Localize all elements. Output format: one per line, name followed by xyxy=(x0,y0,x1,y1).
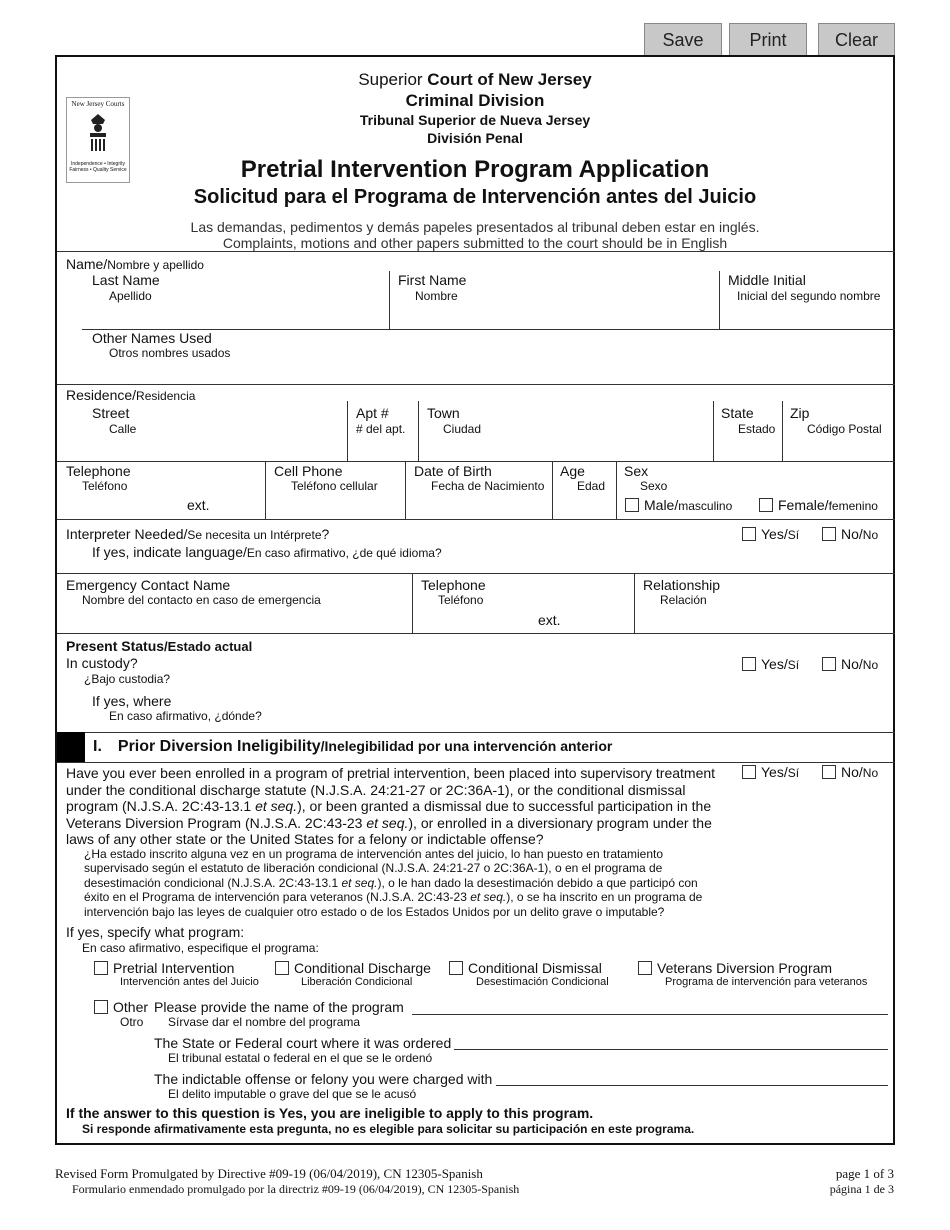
custody-yes[interactable]: Yes/Sí xyxy=(742,656,799,672)
program-conditional-dismissal[interactable]: Conditional Dismissal xyxy=(449,960,602,976)
prior-no-checkbox[interactable] xyxy=(822,765,836,779)
pretrial-checkbox[interactable] xyxy=(94,961,108,975)
male-option[interactable]: Male/masculino xyxy=(625,497,732,513)
telephone-label-es: Teléfono xyxy=(82,479,128,493)
logo-motto-2: Fairness • Quality Service xyxy=(69,167,127,173)
save-button[interactable]: Save xyxy=(644,23,722,57)
logo-top-text: New Jersey Courts xyxy=(71,100,125,108)
other-names-label: Other Names Used xyxy=(92,330,212,346)
in-custody-label-es: ¿Bajo custodia? xyxy=(84,672,171,686)
apt-label-es: # del apt. xyxy=(356,422,406,436)
sex-label: Sex xyxy=(624,463,649,479)
conditional-discharge-checkbox[interactable] xyxy=(275,961,289,975)
notice-es: Las demandas, pedimentos y demás papeles presentados al tribunal deben estar en inglés. xyxy=(190,219,760,235)
prior-diversion-question: Have you ever been enrolled in a program of pretrial intervention, been placed into supervisory treatment under the conditional discharge statute (N.J.S.A. 24:21-27 or 2C:36A-1), or the conditional dismissal program (N.J.S.A. 2C:43-13.1 et seq.), or been granted a dismissal due to successful participation in the Veterans Diversion Program (N.J.S.A. 2C:43-23 et seq.), or enrolled in a diversionary program under the laws of any other state or the United States for a felony or indictable offense? xyxy=(66,765,716,847)
emergency-name-label-es: Nombre del contacto en caso de emergencia xyxy=(82,593,321,607)
telephone-label: Telephone xyxy=(66,463,131,479)
age-label-es: Edad xyxy=(577,479,606,493)
interpreter-yes-checkbox[interactable] xyxy=(742,527,756,541)
custody-where-label: If yes, where xyxy=(92,693,172,709)
program-name-label: Please provide the name of the program xyxy=(154,999,404,1015)
female-checkbox[interactable] xyxy=(759,498,773,512)
program-name-input[interactable] xyxy=(412,1014,888,1015)
program-veterans-es: Programa de intervención para veteranos xyxy=(665,976,868,988)
logo-motto-1: Independence • Integrity xyxy=(70,161,125,167)
program-conditional-dismissal-es: Desestimación Condicional xyxy=(476,976,609,988)
division-title: Criminal Division xyxy=(405,91,545,110)
veterans-checkbox[interactable] xyxy=(638,961,652,975)
middle-initial-label-es: Inicial del segundo nombre xyxy=(737,289,881,303)
interpreter-language: If yes, indicate language/En caso afirmativo, ¿de qué idioma? xyxy=(92,544,442,560)
court-ordered-label-es: El tribunal estatal o federal en el que se le ordenó xyxy=(168,1051,433,1065)
conditional-dismissal-checkbox[interactable] xyxy=(449,961,463,975)
program-other-es: Otro xyxy=(120,1015,144,1029)
section-1-title: I. Prior Diversion Ineligibility/Inelegibilidad por una intervención anterior xyxy=(93,738,613,755)
present-status-title: Present Status/Estado actual xyxy=(66,638,253,654)
town-label-es: Ciudad xyxy=(443,422,482,436)
last-name-label-es: Apellido xyxy=(109,289,152,303)
footer-form-info-es: Formulario enmendado promulgado por la directriz #09-19 (06/04/2019), CN 12305-Spanish xyxy=(72,1182,520,1196)
custody-yes-checkbox[interactable] xyxy=(742,657,756,671)
specify-program-label: If yes, specify what program: xyxy=(66,924,245,940)
form-page xyxy=(55,55,895,1145)
interpreter-question: Interpreter Needed/Se necesita un Intérprete? xyxy=(66,526,330,542)
offense-input[interactable] xyxy=(496,1085,888,1086)
sex-label-es: Sexo xyxy=(640,479,668,493)
custody-where-label-es: En caso afirmativo, ¿dónde? xyxy=(109,709,262,723)
program-name-label-es: Sírvase dar el nombre del programa xyxy=(168,1015,361,1029)
page-title-es: Solicitud para el Programa de Intervención antes del Juicio xyxy=(193,186,757,208)
prior-yes-checkbox[interactable] xyxy=(742,765,756,779)
footer-form-info: Revised Form Promulgated by Directive #09-19 (06/04/2019), CN 12305-Spanish xyxy=(55,1166,483,1181)
program-conditional-discharge-es: Liberación Condicional xyxy=(301,976,413,988)
prior-diversion-question-es: ¿Ha estado inscrito alguna vez en un programa de intervención antes del juicio, lo han puesto en tratamiento supervisado según el estatuto de liberación condicional (N.J.S.A. 24:21-27 o 2C:36A-1), o en el programa de desestimación condicional (N.J.S.A. 2C:43-13.1 et seq.), o le han dado la desestimación debido a que participó con éxito en el Programa de intervención para veteranos (N.J.S.A. 2C:43-23 et seq.), o se ha inscrito en un programa de intervención bajo las leyes de cualquier otro estado o de los Estados Unidos por un delito grave o imputable? xyxy=(84,847,703,919)
interpreter-yes[interactable]: Yes/Sí xyxy=(742,526,799,542)
program-pretrial-es: Intervención antes del Juicio xyxy=(120,976,259,988)
zip-label-es: Código Postal xyxy=(807,422,882,436)
town-label: Town xyxy=(427,405,460,421)
section-marker xyxy=(57,732,85,762)
emergency-telephone-label: Telephone xyxy=(421,577,486,593)
ineligibility-warning-es: Si responde afirmativamente esta pregunta, no es elegible para solicitar su participación en este programa. xyxy=(82,1122,695,1136)
residence-label: Residence/Residencia xyxy=(66,387,196,403)
zip-label: Zip xyxy=(790,405,810,421)
street-label: Street xyxy=(92,405,130,421)
program-veterans[interactable]: Veterans Diversion Program xyxy=(638,960,832,976)
page-number: page 1 of 3 xyxy=(835,1166,894,1181)
emergency-name-label: Emergency Contact Name xyxy=(66,577,231,593)
division-title-es: División Penal xyxy=(427,130,523,146)
court-ordered-label: The State or Federal court where it was ordered xyxy=(154,1035,452,1051)
male-checkbox[interactable] xyxy=(625,498,639,512)
street-label-es: Calle xyxy=(109,422,137,436)
first-name-label-es: Nombre xyxy=(415,289,458,303)
state-label: State xyxy=(721,405,754,421)
age-label: Age xyxy=(560,463,585,479)
female-option[interactable]: Female/femenino xyxy=(759,497,878,513)
in-custody-label: In custody? xyxy=(66,655,138,671)
ineligibility-warning: If the answer to this question is Yes, you are ineligible to apply to this program. xyxy=(66,1105,594,1121)
interpreter-no[interactable]: No/No xyxy=(822,526,878,542)
name-label: Name/Nombre y apellido xyxy=(66,256,204,272)
prior-no[interactable]: No/No xyxy=(822,764,878,780)
offense-label: The indictable offense or felony you were charged with xyxy=(154,1071,493,1087)
other-names-label-es: Otros nombres usados xyxy=(109,346,231,360)
court-ordered-input[interactable] xyxy=(454,1049,888,1050)
clear-button[interactable]: Clear xyxy=(818,23,895,57)
page-number-es: página 1 de 3 xyxy=(829,1182,894,1196)
court-name-es: Tribunal Superior de Nueva Jersey xyxy=(359,112,591,128)
last-name-label: Last Name xyxy=(92,272,160,288)
offense-label-es: El delito imputable o grave del que se le acusó xyxy=(168,1087,417,1101)
interpreter-no-checkbox[interactable] xyxy=(822,527,836,541)
program-pretrial[interactable]: Pretrial Intervention xyxy=(94,960,234,976)
custody-no-checkbox[interactable] xyxy=(822,657,836,671)
emergency-telephone-label-es: Teléfono xyxy=(438,593,484,607)
state-label-es: Estado xyxy=(738,422,776,436)
page-title: Pretrial Intervention Program Application xyxy=(240,156,710,183)
specify-program-label-es: En caso afirmativo, especifique el programa: xyxy=(82,941,319,955)
relationship-label-es: Relación xyxy=(660,593,707,607)
telephone-ext-label: ext. xyxy=(187,497,210,513)
custody-no[interactable]: No/No xyxy=(822,656,878,672)
program-other[interactable]: Other xyxy=(94,999,148,1015)
cell-phone-label: Cell Phone xyxy=(274,463,343,479)
print-button[interactable]: Print xyxy=(729,23,807,57)
other-checkbox[interactable] xyxy=(94,1000,108,1014)
apt-label: Apt # xyxy=(356,405,389,421)
program-conditional-discharge[interactable]: Conditional Discharge xyxy=(275,960,431,976)
cell-phone-label-es: Teléfono cellular xyxy=(291,479,378,493)
notice-en: Complaints, motions and other papers submitted to the court should be in English xyxy=(222,235,728,251)
emergency-ext-label: ext. xyxy=(538,612,561,628)
first-name-label: First Name xyxy=(398,272,467,288)
relationship-label: Relationship xyxy=(643,577,721,593)
dob-label: Date of Birth xyxy=(414,463,492,479)
court-name: Superior Court of New Jersey xyxy=(358,70,592,89)
middle-initial-label: Middle Initial xyxy=(728,272,806,288)
prior-yes[interactable]: Yes/Sí xyxy=(742,764,799,780)
dob-label-es: Fecha de Nacimiento xyxy=(431,479,545,493)
